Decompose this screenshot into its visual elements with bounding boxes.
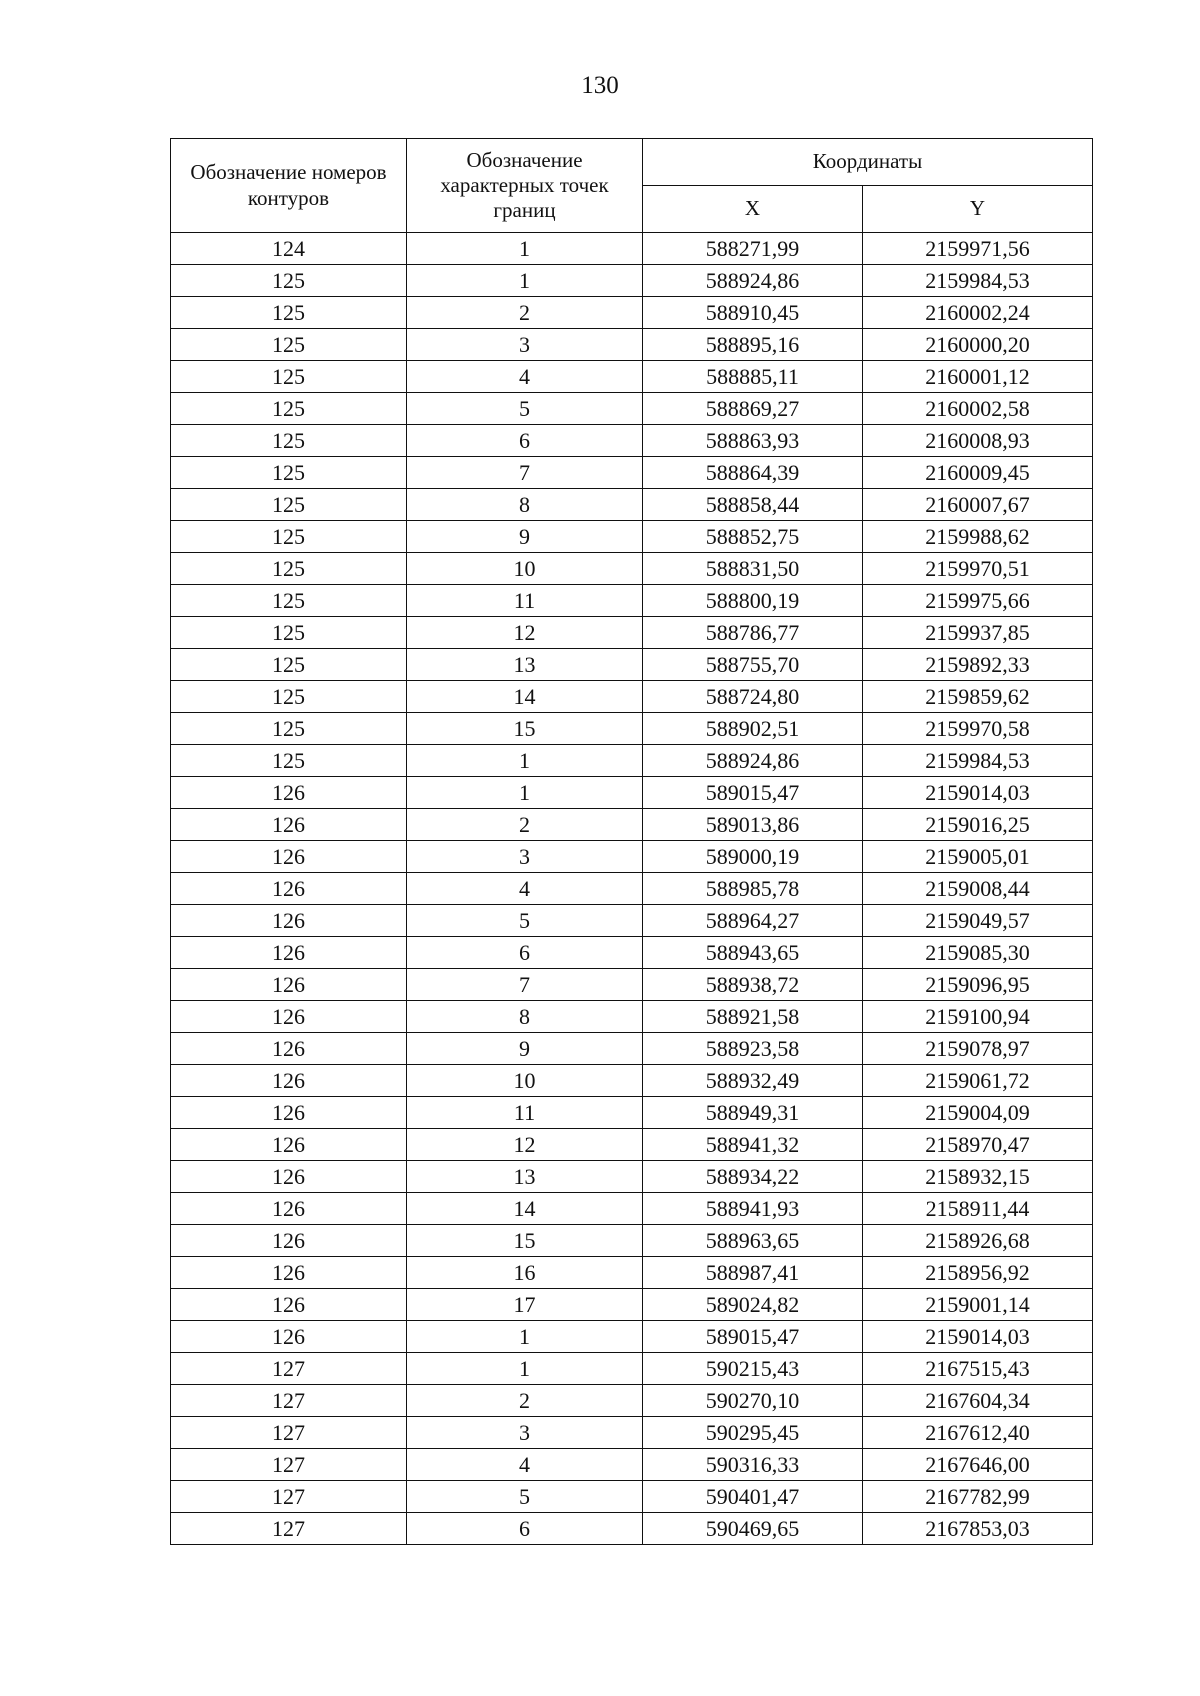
cell-point-number: 6 [407, 1513, 643, 1545]
table-row [171, 649, 1093, 681]
table-row [171, 1225, 1093, 1257]
cell-x: 588964,27 [643, 905, 863, 937]
cell-y: 2159100,94 [863, 1001, 1093, 1033]
cell-y: 2159970,51 [863, 553, 1093, 585]
table-row [171, 521, 1093, 553]
cell-point-number: 1 [407, 1353, 643, 1385]
table-row [171, 1353, 1093, 1385]
cell-y: 2159859,62 [863, 681, 1093, 713]
table-row [171, 1065, 1093, 1097]
cell-y: 2159085,30 [863, 937, 1093, 969]
header-x: X [643, 186, 863, 233]
cell-point-number: 7 [407, 969, 643, 1001]
cell-x: 589013,86 [643, 809, 863, 841]
cell-contour-number: 126 [171, 969, 407, 1001]
cell-x: 588921,58 [643, 1001, 863, 1033]
cell-contour-number: 126 [171, 905, 407, 937]
cell-contour-number: 125 [171, 713, 407, 745]
cell-x: 588910,45 [643, 297, 863, 329]
table-row [171, 1385, 1093, 1417]
cell-point-number: 7 [407, 457, 643, 489]
cell-contour-number: 124 [171, 233, 407, 265]
cell-point-number: 17 [407, 1289, 643, 1321]
cell-point-number: 11 [407, 1097, 643, 1129]
table-row [171, 1033, 1093, 1065]
cell-y: 2158911,44 [863, 1193, 1093, 1225]
cell-point-number: 3 [407, 329, 643, 361]
cell-y: 2159016,25 [863, 809, 1093, 841]
table-row [171, 233, 1093, 265]
cell-contour-number: 126 [171, 1161, 407, 1193]
cell-x: 590316,33 [643, 1449, 863, 1481]
cell-x: 588863,93 [643, 425, 863, 457]
table-row [171, 489, 1093, 521]
table-row [171, 1449, 1093, 1481]
table-row [171, 937, 1093, 969]
cell-contour-number: 126 [171, 1225, 407, 1257]
table-row [171, 585, 1093, 617]
cell-contour-number: 126 [171, 1001, 407, 1033]
cell-point-number: 8 [407, 1001, 643, 1033]
header-coordinates: Координаты [643, 139, 1093, 186]
cell-x: 590401,47 [643, 1481, 863, 1513]
cell-y: 2167604,34 [863, 1385, 1093, 1417]
cell-contour-number: 126 [171, 777, 407, 809]
cell-point-number: 14 [407, 681, 643, 713]
cell-contour-number: 126 [171, 937, 407, 969]
cell-y: 2167515,43 [863, 1353, 1093, 1385]
cell-y: 2160000,20 [863, 329, 1093, 361]
cell-x: 588924,86 [643, 265, 863, 297]
cell-x: 590295,45 [643, 1417, 863, 1449]
cell-x: 588924,86 [643, 745, 863, 777]
table-row [171, 1289, 1093, 1321]
cell-point-number: 15 [407, 1225, 643, 1257]
cell-y: 2158926,68 [863, 1225, 1093, 1257]
cell-contour-number: 125 [171, 649, 407, 681]
table-row [171, 1513, 1093, 1545]
table-row [171, 1257, 1093, 1289]
cell-contour-number: 127 [171, 1481, 407, 1513]
cell-contour-number: 125 [171, 329, 407, 361]
cell-y: 2159988,62 [863, 521, 1093, 553]
cell-contour-number: 127 [171, 1449, 407, 1481]
cell-y: 2160007,67 [863, 489, 1093, 521]
cell-y: 2159892,33 [863, 649, 1093, 681]
cell-x: 588852,75 [643, 521, 863, 553]
coordinates-table [170, 138, 1093, 1545]
table-row [171, 1129, 1093, 1161]
cell-point-number: 9 [407, 1033, 643, 1065]
cell-contour-number: 125 [171, 617, 407, 649]
cell-y: 2160002,24 [863, 297, 1093, 329]
table-row [171, 873, 1093, 905]
cell-y: 2159984,53 [863, 745, 1093, 777]
cell-x: 588963,65 [643, 1225, 863, 1257]
table-body [171, 233, 1093, 1545]
cell-x: 588869,27 [643, 393, 863, 425]
cell-x: 589024,82 [643, 1289, 863, 1321]
cell-point-number: 13 [407, 649, 643, 681]
table-row [171, 969, 1093, 1001]
cell-contour-number: 126 [171, 873, 407, 905]
cell-x: 589015,47 [643, 777, 863, 809]
cell-point-number: 1 [407, 265, 643, 297]
cell-x: 588943,65 [643, 937, 863, 969]
cell-point-number: 11 [407, 585, 643, 617]
cell-point-number: 6 [407, 425, 643, 457]
cell-x: 588941,32 [643, 1129, 863, 1161]
cell-x: 588941,93 [643, 1193, 863, 1225]
cell-contour-number: 125 [171, 457, 407, 489]
cell-y: 2159014,03 [863, 777, 1093, 809]
cell-x: 588885,11 [643, 361, 863, 393]
cell-y: 2159005,01 [863, 841, 1093, 873]
cell-point-number: 10 [407, 553, 643, 585]
cell-x: 588987,41 [643, 1257, 863, 1289]
table-header [171, 139, 1093, 233]
cell-contour-number: 125 [171, 393, 407, 425]
cell-contour-number: 126 [171, 1033, 407, 1065]
cell-y: 2159001,14 [863, 1289, 1093, 1321]
table-row [171, 1417, 1093, 1449]
cell-point-number: 5 [407, 393, 643, 425]
table-row [171, 713, 1093, 745]
table-row [171, 1001, 1093, 1033]
cell-contour-number: 126 [171, 1257, 407, 1289]
cell-y: 2159061,72 [863, 1065, 1093, 1097]
table-row [171, 553, 1093, 585]
cell-contour-number: 126 [171, 841, 407, 873]
cell-point-number: 4 [407, 873, 643, 905]
table-row [171, 425, 1093, 457]
cell-point-number: 1 [407, 233, 643, 265]
cell-contour-number: 127 [171, 1353, 407, 1385]
cell-point-number: 3 [407, 841, 643, 873]
cell-x: 590215,43 [643, 1353, 863, 1385]
cell-contour-number: 125 [171, 425, 407, 457]
cell-contour-number: 125 [171, 297, 407, 329]
cell-x: 588271,99 [643, 233, 863, 265]
cell-contour-number: 125 [171, 681, 407, 713]
cell-contour-number: 126 [171, 809, 407, 841]
table-row [171, 809, 1093, 841]
cell-point-number: 8 [407, 489, 643, 521]
cell-point-number: 5 [407, 1481, 643, 1513]
cell-point-number: 4 [407, 361, 643, 393]
table-row [171, 393, 1093, 425]
cell-point-number: 13 [407, 1161, 643, 1193]
cell-y: 2158970,47 [863, 1129, 1093, 1161]
cell-x: 588858,44 [643, 489, 863, 521]
table-row [171, 681, 1093, 713]
cell-contour-number: 125 [171, 585, 407, 617]
cell-y: 2159975,66 [863, 585, 1093, 617]
cell-point-number: 10 [407, 1065, 643, 1097]
cell-contour-number: 127 [171, 1513, 407, 1545]
cell-x: 588985,78 [643, 873, 863, 905]
cell-point-number: 1 [407, 777, 643, 809]
table-row [171, 1161, 1093, 1193]
cell-point-number: 16 [407, 1257, 643, 1289]
cell-x: 588902,51 [643, 713, 863, 745]
cell-point-number: 1 [407, 745, 643, 777]
cell-x: 588934,22 [643, 1161, 863, 1193]
header-boundary-points: Обозначение характерных точек границ [407, 139, 643, 233]
table-row [171, 1193, 1093, 1225]
cell-y: 2159096,95 [863, 969, 1093, 1001]
cell-y: 2160008,93 [863, 425, 1093, 457]
header-y: Y [863, 186, 1093, 233]
cell-y: 2159971,56 [863, 233, 1093, 265]
cell-point-number: 1 [407, 1321, 643, 1353]
cell-point-number: 2 [407, 297, 643, 329]
cell-y: 2158932,15 [863, 1161, 1093, 1193]
cell-y: 2160009,45 [863, 457, 1093, 489]
cell-y: 2158956,92 [863, 1257, 1093, 1289]
cell-y: 2159970,58 [863, 713, 1093, 745]
table-row [171, 777, 1093, 809]
cell-contour-number: 126 [171, 1321, 407, 1353]
cell-x: 590270,10 [643, 1385, 863, 1417]
cell-y: 2160002,58 [863, 393, 1093, 425]
cell-contour-number: 125 [171, 265, 407, 297]
cell-point-number: 3 [407, 1417, 643, 1449]
cell-x: 588938,72 [643, 969, 863, 1001]
cell-contour-number: 126 [171, 1065, 407, 1097]
cell-contour-number: 127 [171, 1385, 407, 1417]
cell-y: 2159014,03 [863, 1321, 1093, 1353]
table-row [171, 1321, 1093, 1353]
table-row [171, 265, 1093, 297]
cell-point-number: 4 [407, 1449, 643, 1481]
cell-contour-number: 125 [171, 553, 407, 585]
cell-x: 588800,19 [643, 585, 863, 617]
cell-x: 588724,80 [643, 681, 863, 713]
header-contour-numbers: Обозначение номеров контуров [171, 139, 407, 233]
cell-x: 588755,70 [643, 649, 863, 681]
cell-x: 589000,19 [643, 841, 863, 873]
page-number: 130 [581, 72, 619, 99]
cell-contour-number: 126 [171, 1129, 407, 1161]
cell-y: 2160001,12 [863, 361, 1093, 393]
cell-y: 2167782,99 [863, 1481, 1093, 1513]
cell-y: 2167646,00 [863, 1449, 1093, 1481]
table-row [171, 1481, 1093, 1513]
table-row [171, 329, 1093, 361]
cell-y: 2159008,44 [863, 873, 1093, 905]
cell-x: 588949,31 [643, 1097, 863, 1129]
table-row [171, 905, 1093, 937]
table-row [171, 1097, 1093, 1129]
cell-point-number: 14 [407, 1193, 643, 1225]
cell-x: 588895,16 [643, 329, 863, 361]
cell-contour-number: 127 [171, 1417, 407, 1449]
cell-point-number: 12 [407, 1129, 643, 1161]
cell-x: 590469,65 [643, 1513, 863, 1545]
cell-contour-number: 125 [171, 361, 407, 393]
cell-y: 2159004,09 [863, 1097, 1093, 1129]
cell-point-number: 6 [407, 937, 643, 969]
cell-point-number: 5 [407, 905, 643, 937]
table-row [171, 457, 1093, 489]
cell-y: 2159078,97 [863, 1033, 1093, 1065]
cell-x: 589015,47 [643, 1321, 863, 1353]
table-row [171, 297, 1093, 329]
cell-y: 2159937,85 [863, 617, 1093, 649]
cell-point-number: 12 [407, 617, 643, 649]
cell-y: 2167612,40 [863, 1417, 1093, 1449]
cell-x: 588932,49 [643, 1065, 863, 1097]
cell-contour-number: 125 [171, 745, 407, 777]
cell-contour-number: 125 [171, 521, 407, 553]
table-row [171, 361, 1093, 393]
table-row [171, 841, 1093, 873]
cell-contour-number: 126 [171, 1097, 407, 1129]
cell-point-number: 15 [407, 713, 643, 745]
table-row [171, 745, 1093, 777]
cell-contour-number: 126 [171, 1193, 407, 1225]
table-row [171, 617, 1093, 649]
cell-point-number: 2 [407, 809, 643, 841]
cell-y: 2159049,57 [863, 905, 1093, 937]
cell-x: 588831,50 [643, 553, 863, 585]
cell-contour-number: 125 [171, 489, 407, 521]
cell-y: 2167853,03 [863, 1513, 1093, 1545]
cell-x: 588864,39 [643, 457, 863, 489]
cell-contour-number: 126 [171, 1289, 407, 1321]
cell-point-number: 2 [407, 1385, 643, 1417]
cell-y: 2159984,53 [863, 265, 1093, 297]
cell-x: 588923,58 [643, 1033, 863, 1065]
cell-point-number: 9 [407, 521, 643, 553]
cell-x: 588786,77 [643, 617, 863, 649]
